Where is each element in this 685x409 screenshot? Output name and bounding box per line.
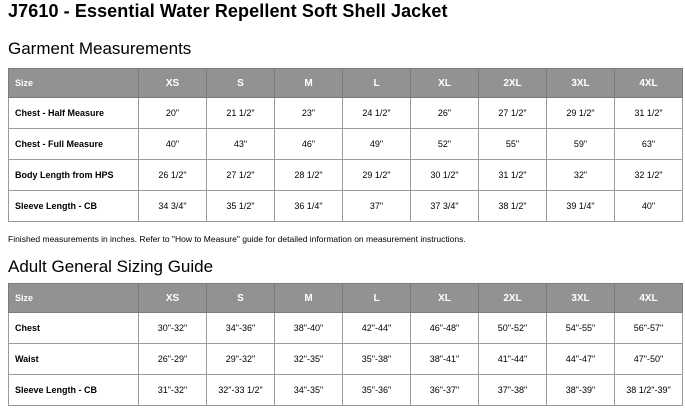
table-cell: 27 1/2" (479, 98, 547, 129)
table-cell: 32 1/2" (615, 160, 683, 191)
table-cell: 21 1/2" (207, 98, 275, 129)
header-cell: XS (139, 284, 207, 313)
header-cell: S (207, 284, 275, 313)
table-cell: 36 1/4" (275, 191, 343, 222)
table-cell: 40" (139, 129, 207, 160)
table-cell: 38"-40" (275, 313, 343, 344)
table-cell: 34 3/4" (139, 191, 207, 222)
table-cell: 38"-41" (411, 344, 479, 375)
measurement-note: Finished measurements in inches. Refer to "How to Measure" guide for detailed information on measurement instructions. (8, 234, 466, 244)
header-cell: 3XL (547, 284, 615, 313)
header-cell: Size (9, 284, 139, 313)
header-cell: M (275, 284, 343, 313)
table-cell: 37 3/4" (411, 191, 479, 222)
table-row (9, 375, 683, 406)
header-cell: XL (411, 284, 479, 313)
row-label: Body Length from HPS (9, 160, 139, 191)
table-cell: 55" (479, 129, 547, 160)
table-cell: 38 1/2"-39" (615, 375, 683, 406)
table-cell: 35"-36" (343, 375, 411, 406)
header-cell: 3XL (547, 69, 615, 98)
table-cell: 34"-36" (207, 313, 275, 344)
table-cell: 39 1/4" (547, 191, 615, 222)
table-cell: 40" (615, 191, 683, 222)
page-title: J7610 - Essential Water Repellent Soft Shell Jacket (8, 1, 448, 21)
table-cell: 43" (207, 129, 275, 160)
row-label: Sleeve Length - CB (9, 375, 139, 406)
header-cell: 2XL (479, 284, 547, 313)
header-cell: S (207, 69, 275, 98)
row-label: Chest - Full Measure (9, 129, 139, 160)
table-cell: 38"-39" (547, 375, 615, 406)
table-cell: 42"-44" (343, 313, 411, 344)
table-cell: 23" (275, 98, 343, 129)
row-label: Chest - Half Measure (9, 98, 139, 129)
table-cell: 30"-32" (139, 313, 207, 344)
table-cell: 32"-35" (275, 344, 343, 375)
table-cell: 31 1/2" (479, 160, 547, 191)
table-row (9, 160, 683, 191)
table-cell: 36"-37" (411, 375, 479, 406)
table-row (9, 191, 683, 222)
table-cell: 34"-35" (275, 375, 343, 406)
garment-measurements-table (8, 68, 683, 222)
table-cell: 26 1/2" (139, 160, 207, 191)
table-cell: 32" (547, 160, 615, 191)
table-cell: 29 1/2" (343, 160, 411, 191)
table-row (9, 313, 683, 344)
table-cell: 50"-52" (479, 313, 547, 344)
adult-sizing-table (8, 283, 683, 406)
header-cell: Size (9, 69, 139, 98)
garment-measurements-heading: Garment Measurements (8, 39, 192, 58)
table-cell: 46"-48" (411, 313, 479, 344)
table-header-row (9, 284, 683, 313)
table-cell: 26"-29" (139, 344, 207, 375)
header-cell: 4XL (615, 69, 683, 98)
row-label: Waist (9, 344, 139, 375)
table-cell: 26" (411, 98, 479, 129)
table-cell: 32"-33 1/2" (207, 375, 275, 406)
table-cell: 38 1/2" (479, 191, 547, 222)
header-cell: L (343, 284, 411, 313)
row-label: Chest (9, 313, 139, 344)
row-label: Sleeve Length - CB (9, 191, 139, 222)
table-cell: 35"-38" (343, 344, 411, 375)
table-cell: 54"-55" (547, 313, 615, 344)
table-row (9, 129, 683, 160)
table-row (9, 344, 683, 375)
table-row (9, 98, 683, 129)
header-cell: XS (139, 69, 207, 98)
table-cell: 63" (615, 129, 683, 160)
table-cell: 46" (275, 129, 343, 160)
table-cell: 44"-47" (547, 344, 615, 375)
table-cell: 52" (411, 129, 479, 160)
table-cell: 29"-32" (207, 344, 275, 375)
table-cell: 41"-44" (479, 344, 547, 375)
table-cell: 24 1/2" (343, 98, 411, 129)
table-cell: 56"-57" (615, 313, 683, 344)
header-cell: L (343, 69, 411, 98)
table-header-row (9, 69, 683, 98)
header-cell: M (275, 69, 343, 98)
table-cell: 30 1/2" (411, 160, 479, 191)
table-cell: 49" (343, 129, 411, 160)
table-cell: 59" (547, 129, 615, 160)
table-cell: 37" (343, 191, 411, 222)
table-cell: 20" (139, 98, 207, 129)
table-cell: 31 1/2" (615, 98, 683, 129)
table-cell: 28 1/2" (275, 160, 343, 191)
table-cell: 35 1/2" (207, 191, 275, 222)
adult-sizing-heading: Adult General Sizing Guide (8, 257, 214, 276)
table-cell: 29 1/2" (547, 98, 615, 129)
table-cell: 27 1/2" (207, 160, 275, 191)
table-cell: 37"-38" (479, 375, 547, 406)
table-cell: 31"-32" (139, 375, 207, 406)
header-cell: 4XL (615, 284, 683, 313)
table-cell: 47"-50" (615, 344, 683, 375)
header-cell: 2XL (479, 69, 547, 98)
header-cell: XL (411, 69, 479, 98)
